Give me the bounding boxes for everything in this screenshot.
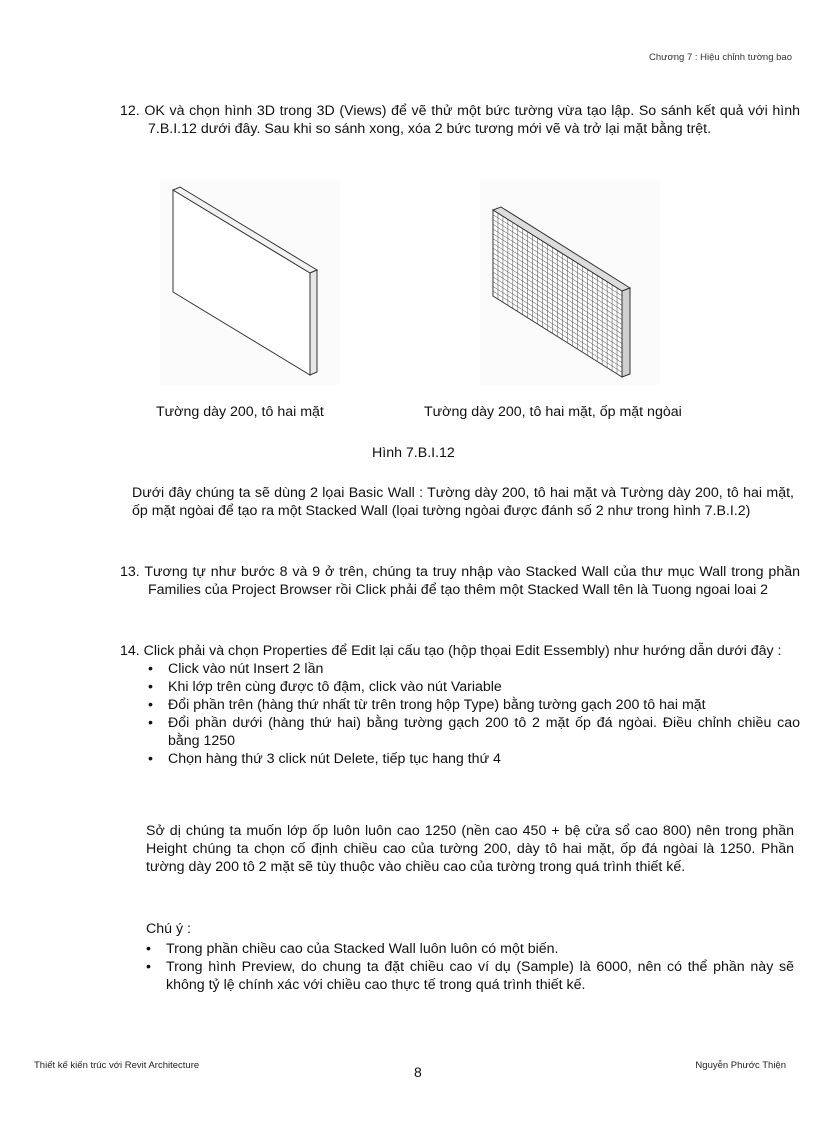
note-title: Chú ý : <box>146 921 191 937</box>
step-13-text: 13. Tương tự như bước 8 và 9 ở trên, chúng ta truy nhập vào Stacked Wall của thư mục Wall trong phần Families của Project Browser rồi Click phải để tạo thêm một Stacked Wall tên là Tuong ngoai loai 2 <box>120 564 800 598</box>
step-13 <box>120 563 800 599</box>
plain-wall-drawing <box>160 180 340 385</box>
step-14-text: 14. Click phải và chọn Properties để Edit lại cấu tạo (hộp thọai Edit Essembly) như hướng dẫn dưới đây : <box>120 643 782 659</box>
chapter-header: Chương 7 : Hiệu chỉnh tường bao <box>649 52 792 63</box>
figure-plain-wall <box>160 180 340 390</box>
bullet-icon: • <box>148 661 153 677</box>
intro-paragraph: Dưới đây chúng ta sẽ dùng 2 lọai Basic Wall : Tường dày 200, tô hai mặt và Tường dày 200, tô hai mặt, ốp mặt ngòai để tạo ra một Stacked Wall (lọai tường ngòai được đánh số 2 như trong hình 7.B.I.2) <box>132 485 794 519</box>
figure-title: Hình 7.B.I.12 <box>372 445 455 461</box>
bullet-item: • Click vào nút Insert 2 lần <box>148 661 324 677</box>
bullet-item: • Đổi phần trên (hàng thứ nhất từ trên trong hộp Type) bằng tường gạch 200 tô hai mặt <box>148 697 706 713</box>
figure-right-caption: Tường dày 200, tô hai mặt, ốp mặt ngòai <box>424 404 682 420</box>
page-number: 8 <box>414 1064 422 1080</box>
step-12-text: 12. OK và chọn hình 3D trong 3D (Views) để vẽ thử một bức tường vừa tạo lập. So sánh kết quả với hình 7.B.I.12 dưới đây. Sau khi so sánh xong, xóa 2 bức tương mới vẽ và trở lại mặt bằng trệt. <box>120 103 800 137</box>
footer-book-title: Thiết kế kiến trúc với Revit Architecture <box>34 1060 200 1071</box>
footer-author: Nguyễn Phước Thiện <box>695 1060 786 1071</box>
step-14 <box>120 642 800 768</box>
bullet-icon: • <box>148 697 153 713</box>
bullet-icon: • <box>146 941 151 957</box>
bullet-icon: • <box>146 959 151 975</box>
bullet-icon: • <box>148 679 153 695</box>
figure-clad-wall <box>480 180 660 390</box>
step-14-bullets <box>148 660 800 768</box>
bullet-icon: • <box>148 715 153 731</box>
bullet-item: • Đổi phần dưới (hàng thứ hai) bằng tường gạch 200 tô 2 mặt ốp đá ngòai. Điều chỉnh chiều cao bằng 1250 <box>148 715 800 749</box>
bullet-icon: • <box>148 751 153 767</box>
bullet-item: • Trong hình Preview, do chung ta đặt chiều cao ví dụ (Sample) là 6000, nên có thể phần này sẽ không tỷ lệ chính xác với chiều cao thực tế trong quá trình thiết kế. <box>146 959 794 993</box>
bullet-item: • Khi lớp trên cùng được tô đậm, click vào nút Variable <box>148 679 502 695</box>
step-12 <box>120 102 800 138</box>
figure-left-caption: Tường dày 200, tô hai mặt <box>156 404 324 420</box>
bullet-item: • Trong phần chiều cao của Stacked Wall luôn luôn có một biến. <box>146 941 559 957</box>
note-bullets <box>146 940 794 994</box>
explain-paragraph: Sở dị chúng ta muốn lớp ốp luôn luôn cao 1250 (nền cao 450 + bệ cửa sổ cao 800) nên trong phần Height chúng ta chọn cố định chiều cao của tường 200, dày tô hai mặt, ốp đá ngòai là 1250. Phần tường dày 200 tô 2 mặt sẽ tùy thuộc vào chiều cao của tường trong quá trình thiết kế. <box>146 823 794 875</box>
clad-wall-drawing <box>480 180 660 385</box>
bullet-item: • Chọn hàng thứ 3 click nút Delete, tiếp tục hang thứ 4 <box>148 751 501 767</box>
